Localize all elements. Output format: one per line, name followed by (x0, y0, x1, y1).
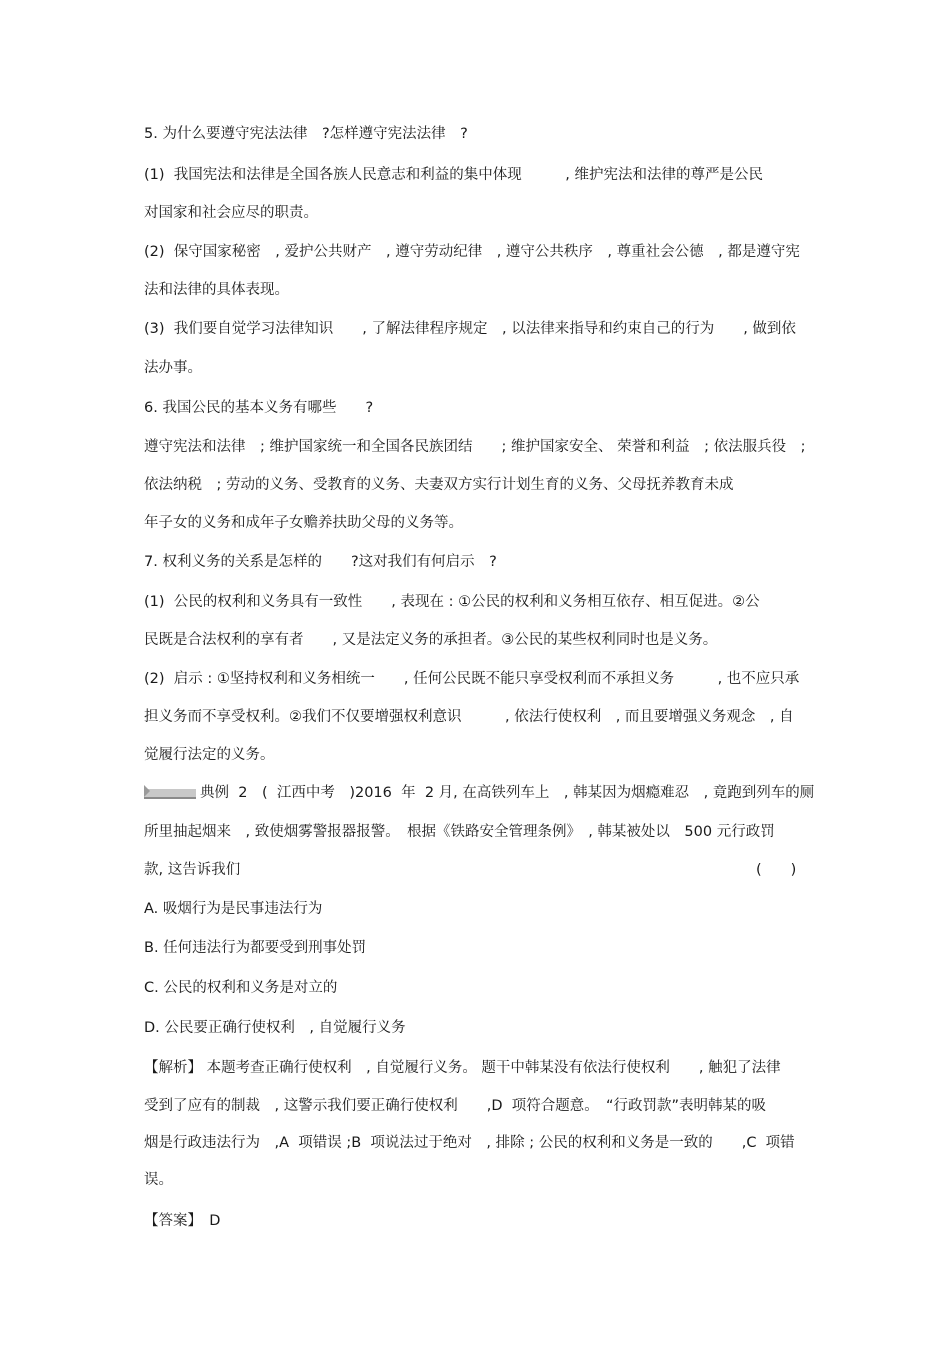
analysis-line4: 误。 (144, 1172, 173, 1188)
q5-title: 5. 为什么要遵守宪法法律 ?怎样遵守宪法法律 ? (144, 126, 468, 142)
q5-p1-line1: (1) 我国宪法和法律是全国各族人民意志和利益的集中体现 , 维护宪法和法律的尊严是公民 (144, 167, 763, 183)
option-c: C. 公民的权利和义务是对立的 (144, 980, 338, 996)
q5-p3-line2: 法办事。 (144, 360, 202, 376)
analysis-line2: 受到了应有的制裁 , 这警示我们要正确行使权利 ,D 项符合题意。 “行政罚款”表明韩某的吸 (144, 1098, 766, 1114)
q5-p2-line1: (2) 保守国家秘密 , 爱护公共财产 , 遵守劳动纪律 , 遵守公共秩序 , 尊重社会公德 , 都是遵守宪 (144, 244, 800, 260)
analysis-line1: 【解析】 本题考查正确行使权利 , 自觉履行义务。 题干中韩某没有依法行使权利 , 触犯了法律 (144, 1060, 781, 1076)
q7-p2-line2: 担义务而不享受权利。②我们不仅要增强权利意识 , 依法行使权利 , 而且要增强义务观念 , 自 (144, 709, 794, 725)
q6-line2: 依法纳税 ; 劳动的义务、受教育的义务、夫妻双方实行计划生育的义务、父母抚养教育未成 (144, 477, 734, 493)
q7-p2-line3: 觉履行法定的义务。 (144, 747, 275, 763)
example-tag-icon (144, 785, 196, 799)
q7-p2-line1: (2) 启示 : ①坚持权利和义务相统一 , 任何公民既不能只享受权利而不承担义务 , 也不应只承 (144, 671, 800, 687)
q5-p1-line2: 对国家和社会应尽的职责。 (144, 205, 318, 221)
answer-line: 【答案】 D (144, 1213, 221, 1229)
q7-p1-line1: (1) 公民的权利和义务具有一致性 , 表现在 : ①公民的权利和义务相互依存、相互促进。②公 (144, 594, 760, 610)
q7-title: 7. 权利义务的关系是怎样的 ?这对我们有何启示 ? (144, 554, 497, 570)
q6-line3: 年子女的义务和成年子女赡养扶助父母的义务等。 (144, 515, 463, 531)
example-line1: 典例 2 ( 江西中考 )2016 年 2 月, 在高铁列车上 , 韩某因为烟瘾难忍 , 竟跑到列车的厕 (200, 785, 815, 801)
q7-p1-line2: 民既是合法权利的享有者 , 又是法定义务的承担者。③公民的某些权利同时也是义务。 (144, 632, 718, 648)
answer-bracket: ( ) (756, 862, 797, 878)
q5-p2-line2: 法和法律的具体表现。 (144, 282, 289, 298)
analysis-line3: 烟是行政违法行为 ,A 项错误 ;B 项说法过于绝对 , 排除 ; 公民的权利和义务是一致的 ,C 项错 (144, 1135, 795, 1151)
option-a: A. 吸烟行为是民事违法行为 (144, 901, 323, 917)
example-line3: 款, 这告诉我们 (144, 862, 241, 878)
q5-p3-line1: (3) 我们要自觉学习法律知识 , 了解法律程序规定 , 以法律来指导和约束自己的行为 , 做到依 (144, 321, 796, 337)
option-d: D. 公民要正确行使权利 , 自觉履行义务 (144, 1020, 406, 1036)
option-b: B. 任何违法行为都要受到刑事处罚 (144, 940, 367, 956)
example-line2: 所里抽起烟来 , 致使烟雾警报器报警。 根据《铁路安全管理条例》 , 韩某被处以 500 元行政罚 (144, 824, 775, 840)
q6-title: 6. 我国公民的基本义务有哪些 ? (144, 400, 374, 416)
q6-line1: 遵守宪法和法律 ; 维护国家统一和全国各民族团结 ; 维护国家安全、 荣誉和利益 ; 依法服兵役 ; (144, 439, 806, 455)
